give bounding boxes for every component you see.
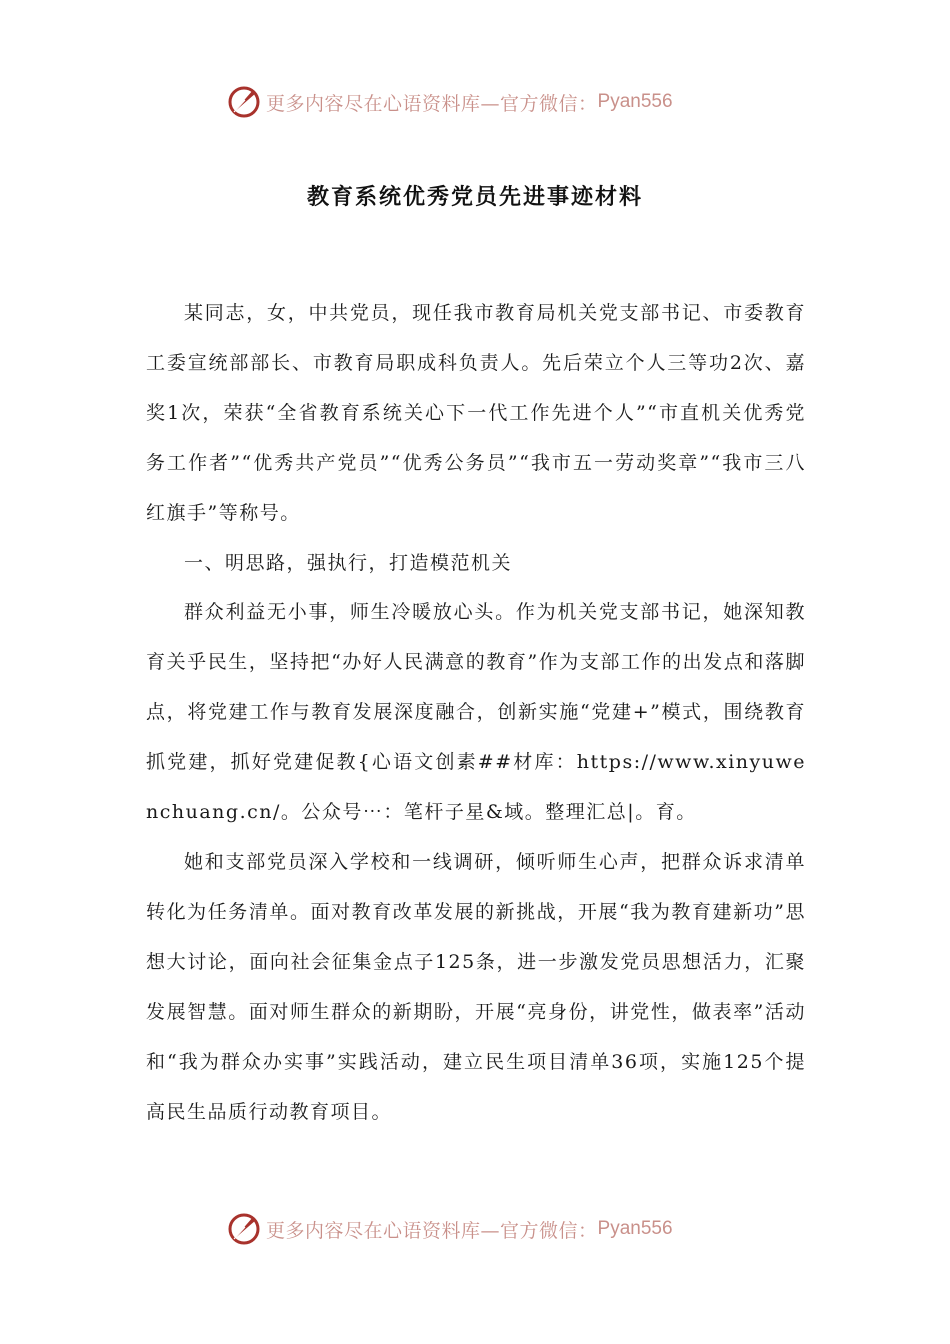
banner-wechat-id: Pyan556 — [597, 1218, 673, 1239]
section-heading: 一、明思路，强执行，打造模范机关 — [184, 551, 513, 574]
quill-logo-icon — [226, 84, 262, 120]
quill-logo-icon — [226, 1211, 262, 1247]
header-watermark-banner — [226, 82, 673, 122]
banner-wechat-id: Pyan556 — [597, 91, 673, 112]
document-title: 教育系统优秀党员先进事迹材料 — [306, 185, 643, 210]
document-body — [146, 289, 806, 1137]
banner-text: 更多内容尽在心语资料库—官方微信： — [266, 1219, 598, 1242]
banner-text: 更多内容尽在心语资料库—官方微信： — [266, 92, 598, 115]
footer-watermark-banner — [226, 1209, 673, 1249]
paragraph-intro: 某同志，女，中共党员，现任我市教育局机关党支部书记、市委教育工委宣统部部长、市教育局职成科负责人。先后荣立个人三等功2次、嘉奖1次，荣获“全省教育系统关心下一代工作先进个人”“市直机关优秀党务工作者”“优秀共产党员”“优秀公务员”“我市五一劳动奖章”“我市三八红旗手”等称号。 — [146, 302, 806, 524]
paragraph-body-2: 她和支部党员深入学校和一线调研，倾听师生心声，把群众诉求清单转化为任务清单。面对教育改革发展的新挑战，开展“我为教育建新功”思想大讨论，面向社会征集金点子125条，进一步激发党员思想活力，汇聚发展智慧。面对师生群众的新期盼，开展“亮身份，讲党性，做表率”活动和“我为群众办实事”实践活动，建立民生项目清单36项，实施125个提高民生品质行动教育项目。 — [146, 850, 806, 1123]
paragraph-body-1: 群众利益无小事，师生冷暖放心头。作为机关党支部书记，她深知教育关乎民生，坚持把“办好人民满意的教育”作为支部工作的出发点和落脚点，将党建工作与教育发展深度融合，创新实施“党建+”模式，围绕教育抓党建，抓好党建促教{心语文创素##材库：https://www.xinyuwenchuang.cn/。公众号⋯：笔杆子星&域。整理汇总|。育。 — [146, 601, 806, 824]
